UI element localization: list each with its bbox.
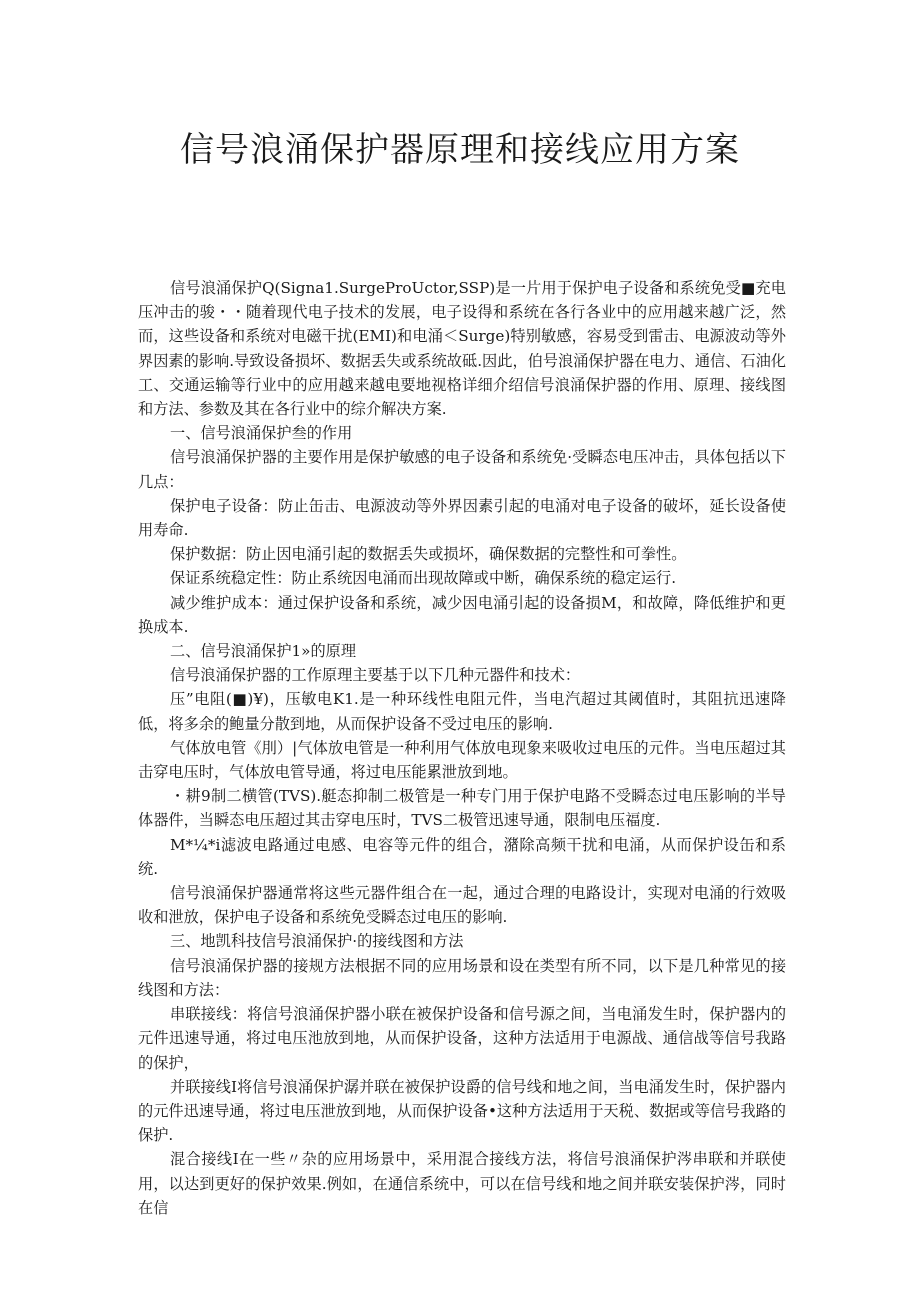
list-item: 气体放电管《刖）|气体放电管是一种利用气体放电现象来吸收过电压的元件。当电压超过其击穿电压时，气体放电管导通，将过电压能累泄放到地。 <box>138 738 786 782</box>
list-item: 保证系统稳定性：防止系统因电涌而出现故障或中断，确保系统的稳定运行. <box>170 569 677 588</box>
list-item: ・耕9制二横管(TVS).艇态抑制二极管是一种专门用于保护电路不受瞬态过电压影响的半导体器件，当瞬态电压超过其击穿电压时，TVS二极管迅速导通，限制电压福度. <box>138 787 786 830</box>
paragraph: 信号浪涌保护器的主要作用是保护敏感的电子设备和系统免·受瞬态电压冲击，具体包括以下几点： <box>138 448 786 491</box>
list-item: 保护数据：防止因电涌引起的数据丢失或损坏，确保数据的完整性和可拳性。 <box>170 545 687 564</box>
paragraph: 信号浪涌保护器的接规方法根据不同的应用场景和设在类型有所不同，以下是几种常见的接线图和方法： <box>138 956 786 999</box>
paragraph-intro: 信号浪涌保护Q(Signa1.SurgeProUctor,SSP)是一片用于保护电子设备和系统免受■充电压冲击的骏・・随着现代电子技术的发展，电子设得和系统在各行各业中的应用越来越广泛，然而，这些设备和系统对电磁干扰(EMI)和电涌＜Surge)特别敏感，容易受到雷击、电源波动等外界因素的影响.导致设备损坏、数据丢失或系统故砥.因此，伯号浪涌保护器在电力、通信、石油化工、交通运输等行业中的应用越来越电要地视格详细介绍信号浪涌保护器的作用、原理、接线图和方法、参数及其在各行业中的综介解决方案. <box>138 279 786 419</box>
list-item: 串联接线：将信号浪涌保护器小联在被保护设备和信号源之间，当电涌发生时，保护器内的元件迅速导通，将过电压池放到地，从而保护设备，这种方法适用于电源战、通信战等信号我路的保护， <box>138 1005 786 1072</box>
paragraph: 信号浪涌保护器通常将这些元器件组合在一起，通过合理的电路设计，实现对电涌的行效吸收和泄放，保护电子设备和系统免受瞬态过电压的影响. <box>138 884 786 927</box>
section-heading-3: 三、地凯科技信号浪涌保护·的接线图和方法 <box>170 932 464 951</box>
list-item: 并联接线I将信号浪涌保护潺并联在被保护设爵的信号线和地之间，当电涌发生时，保护器内的元件迅速导通，将过电压泄放到地，从而保护设备•这种方法适用于天税、数据或等信号我路的保护. <box>138 1077 786 1145</box>
page-title: 信号浪涌保护器原理和接线应用方案 <box>180 130 740 170</box>
list-item: 减少维护成本：通过保护设备和系统，减少因电涌引起的设备损M，和故障，降低维护和更换成本. <box>138 593 786 636</box>
list-item: M*¼*i滤波电路通过电感、电容等元件的组合，潴除高频干扰和电涌，从而保护设缶和系统. <box>138 835 786 878</box>
section-heading-1: 一、信号浪涌保护叁的作用 <box>170 424 353 443</box>
list-item: 压”电阻(■)¥)，压敏电K1.是一种环线性电阻元件，当电汽超过其阈值时，其阻抗迅速降低，将多余的鲍量分散到地，从而保护设备不受过电压的影响. <box>138 690 786 733</box>
list-item: 混合接线I在一些〃杂的应用场景中，采用混合接线方法，将信号浪涌保护涔串联和并联使用，以达到更好的保护效果.例如，在通信系统中，可以在信号线和地之间并联安装保护涔，同时在信 <box>138 1150 786 1217</box>
paragraph: 信号浪涌保护器的工作原理主要基于以下几种元器件和技术： <box>170 666 581 685</box>
section-heading-2: 二、信号浪涌保护1»的原理 <box>170 642 357 661</box>
document-body <box>138 276 786 1220</box>
list-item: 保护电子设备：防止缶击、电源波动等外界因素引起的电涌对电子设备的破坏，延长设备使用寿命. <box>138 496 786 540</box>
